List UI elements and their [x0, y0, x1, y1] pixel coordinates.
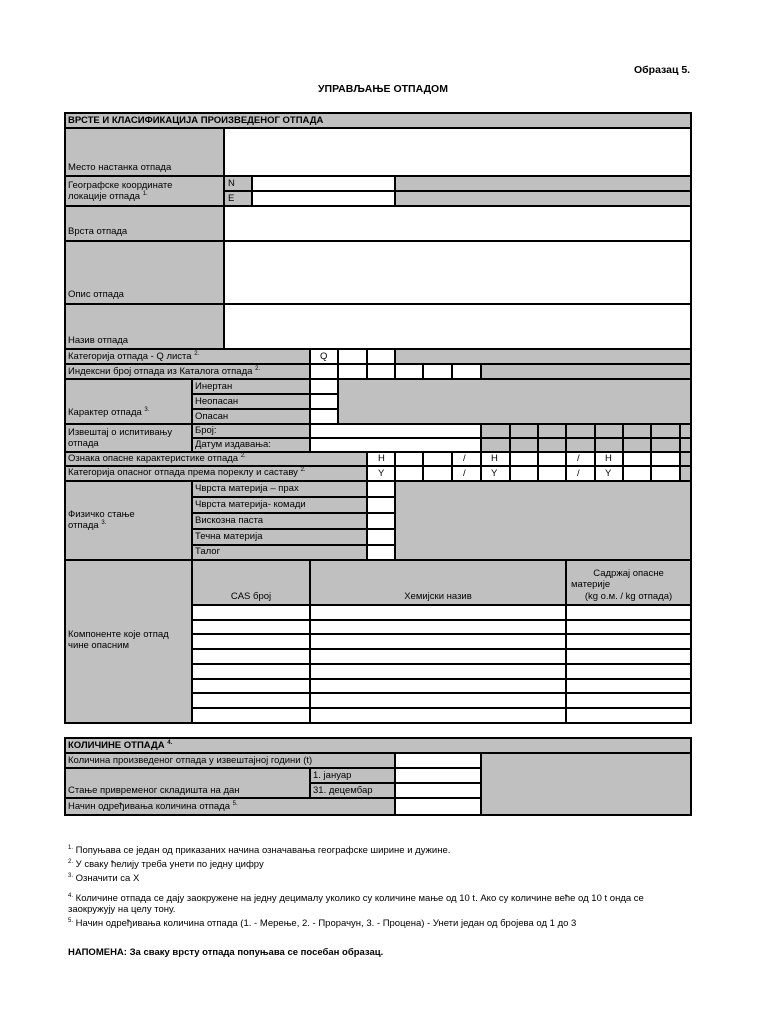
produced-label: Количина произведеног отпада у извештајној години (t): [68, 755, 313, 766]
col-content-line3: (kg о.м. / kg отпада): [584, 591, 673, 602]
hazard-category-text: Категорија опасног отпада према пореклу и саставу: [68, 467, 298, 478]
footnote-5-text: Начин одређивања количина отпада (1. - Мерење, 2. - Прорачун, 3. - Процена) - Унети један од бројева од 1 до 3: [75, 918, 577, 929]
section2-frame: [64, 737, 692, 816]
footnote-3-text: Означити са X: [75, 873, 140, 884]
character-text: Карактер отпада: [68, 407, 142, 418]
section1-title: ВРСТЕ И КЛАСИФИКАЦИЈА ПРОИЗВЕДЕНОГ ОТПАДА: [68, 115, 324, 126]
physical-label-text: отпада: [68, 520, 99, 531]
h-slash-1: /: [463, 453, 466, 464]
physical-paste: Вискозна паста: [195, 515, 264, 526]
note-text: За сваку врсту отпада попуњава се посебан образац.: [129, 947, 384, 958]
q-letter: Q: [320, 351, 328, 362]
footnote-2-num: 2.: [68, 859, 74, 865]
report-date-label: Датум издавања:: [195, 439, 271, 450]
footnote-4: [68, 893, 688, 915]
character-nonhazard: Неопасан: [195, 396, 239, 407]
footnote-3-num: 3.: [68, 873, 74, 879]
col-content-line1: Садржај опасне: [593, 568, 664, 579]
col-cas: CAS број: [230, 591, 272, 602]
method-label-text: Начин одређивања количина отпада: [68, 801, 231, 812]
character-hazard: Опасан: [195, 411, 229, 422]
h-letter-3: H: [605, 453, 612, 464]
components-label-line2: чине опасним: [68, 640, 129, 651]
footnote-1: [68, 845, 688, 856]
y-letter-1: Y: [378, 468, 385, 479]
storage-label: Стање привременог складишта на дан: [68, 785, 240, 796]
h-letter-2: H: [491, 453, 498, 464]
section2-title-text: КОЛИЧИНЕ ОТПАДА: [68, 740, 165, 751]
col-chem: Хемијски назив: [404, 591, 472, 602]
coords-label-text: локације отпада: [68, 191, 141, 202]
footnote-3: [68, 873, 688, 884]
section2-title-sup: 4.: [167, 740, 173, 746]
form-number: Образац 5.: [634, 64, 691, 76]
footnote-2: [68, 859, 688, 870]
physical-pieces: Чврста материја- комади: [195, 499, 306, 510]
footnote-4-num: 4.: [68, 893, 74, 899]
footnote-1-text: Попуњава се један од приказаних начина означавања географске ширине и дужине.: [75, 845, 451, 856]
footnote-5: [68, 918, 688, 929]
page-title: УПРАВЉАЊЕ ОТПАДОМ: [318, 83, 448, 95]
physical-powder: Чврста материја – прах: [195, 483, 299, 494]
physical-sup: 3.: [101, 520, 107, 526]
coord-n-label: N: [228, 178, 235, 189]
character-inert: Инертан: [195, 381, 233, 392]
origin-label: Место настанка отпада: [68, 162, 172, 173]
section1-frame: [64, 112, 692, 724]
report-number-label: Број:: [195, 425, 217, 436]
name-label: Назив отпада: [68, 335, 129, 346]
dec-label: 31. децембар: [313, 785, 373, 796]
report-label-line1: Извештај о испитивању: [68, 427, 173, 438]
col-content-line2: материје: [571, 579, 611, 590]
footnote-2-text: У сваку ћелију треба унети по једну цифру: [75, 859, 264, 870]
coords-label-line1: Географске координате: [68, 180, 173, 191]
y-slash-1: /: [463, 468, 466, 479]
waste-type-label: Врста отпада: [68, 226, 128, 237]
character-sup: 3.: [144, 407, 150, 413]
hazard-mark-sup: 2.: [240, 453, 246, 459]
physical-liquid: Течна материја: [195, 531, 263, 542]
category-q-sup: 2.: [194, 351, 200, 357]
y-slash-2: /: [577, 468, 580, 479]
note-label: НАПОМЕНА:: [68, 947, 127, 958]
hazard-mark-text: Ознака опасне карактеристике отпада: [68, 453, 239, 464]
components-label-line1: Компоненте које отпад: [68, 629, 169, 640]
index-sup: 2.: [255, 366, 261, 372]
hazard-category-sup: 2.: [300, 467, 306, 473]
h-letter-1: H: [378, 453, 385, 464]
coord-e-label: E: [228, 193, 235, 204]
report-label-line2: отпада: [68, 438, 99, 449]
h-slash-2: /: [577, 453, 580, 464]
y-letter-3: Y: [605, 468, 612, 479]
footnote-5-num: 5.: [68, 918, 74, 924]
physical-sediment: Талог: [195, 546, 221, 557]
physical-label-line1: Физичко стање: [68, 509, 135, 520]
footnote-1-num: 1.: [68, 845, 74, 851]
coords-sup: 1.: [142, 191, 148, 197]
category-q-text: Категорија отпада - Q листа: [68, 351, 192, 362]
footnote-4-text: Количине отпада се дају заокружене на једну децималу уколико су количине мање од 10 t. Ако су количине веће од 10 t онда се заокружују на целу тону.: [68, 893, 644, 915]
note: [68, 947, 688, 958]
jan-label: 1. јануар: [313, 770, 352, 781]
method-sup: 5.: [232, 801, 238, 807]
index-text: Индексни број отпада из Каталога отпада: [68, 366, 253, 377]
description-label: Опис отпада: [68, 289, 124, 300]
y-letter-2: Y: [491, 468, 498, 479]
